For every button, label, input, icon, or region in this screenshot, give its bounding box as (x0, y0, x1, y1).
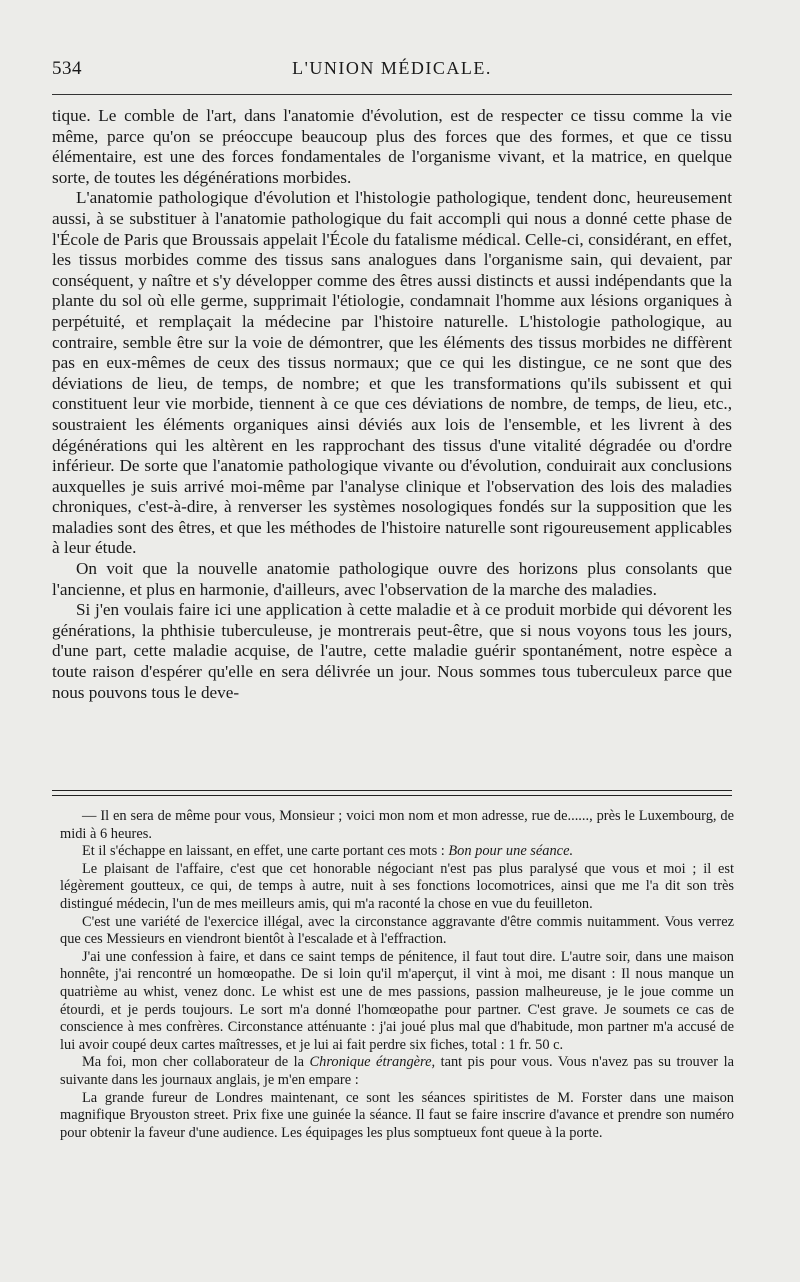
page-header (52, 58, 732, 84)
feuilleton-paragraph: C'est une variété de l'exercice illégal, avec la circonstance aggravante d'être commis nuitamment. Vous verrez que ces Messieurs en viendront bientôt à l'escalade et à l'effraction. (60, 913, 734, 948)
feuilleton-paragraph (60, 1054, 734, 1089)
feuilleton-paragraph (60, 843, 734, 861)
running-title: L'UNION MÉDICALE. (292, 58, 492, 78)
feuilleton-text (60, 808, 734, 1142)
paragraph-text: Et il s'échappe en laissant, en effet, une carte portant ces mots : (82, 843, 449, 860)
italic-text: Chronique étrangère, (309, 1054, 436, 1071)
feuilleton-separator (52, 790, 732, 796)
page-number: 534 (52, 58, 82, 79)
paragraph-text: tant pis pour vous. Vous n'avez pas su trouver la suivante dans les journaux anglais, je m'en empare : (60, 1054, 734, 1088)
main-paragraph: L'anatomie pathologique d'évolution et l'histologie pathologique, tendent donc, heureusement aussi, à se substituer à l'anatomie pathologique du fait accompli qui nous a donné cette phase de l'École de Paris que Broussais appelait l'École du fatalisme médical. Celle-ci, considérant, en effet, les tissus morbides comme des tissus sans analogues dans l'organisme sain, qui devaient, par conséquent, y naître et s'y développer comme des êtres aussi distincts et aussi indépendants que la plante du sol où elle germe, supprimait l'étiologie, condamnait l'homme aux lésions organiques à perpétuité, et remplaçait la médecine par l'histoire naturelle. L'histologie pathologique, au contraire, semble être sur la voie de démontrer, que les éléments des tissus morbides ne diffèrent pas en eux-mêmes de ceux des tissus normaux; que ce qui les distingue, ce ne sont que des déviations de lieu, de temps, de nombre; et que les transformations qu'ils subissent et qui constituent leur vie morbide, tiennent à ce que ces déviations de nombre, de temps, de lieu, etc., soustraient les éléments organiques ainsi déviés aux lois de l'ensemble, et les livrent à des dégénérations qui les altèrent en les rapprochant des tissus d'une vitalité dégradée ou d'ordre inférieur. De sorte que l'anatomie pathologique vivante ou d'évolution, conduirait aux conclusions auxquelles je suis arrivé moi-même par l'analyse clinique et l'observation des lois des maladies chroniques, c'est-à-dire, à renverser les systèmes nosologiques fondés sur la supposition que les maladies sont des êtres, et que les méthodes de l'histoire naturelle sont rigoureusement applicables à leur étude. (52, 188, 732, 558)
italic-text: Bon pour une séance. (448, 843, 574, 860)
feuilleton-paragraph: La grande fureur de Londres maintenant, ce sont les séances spiritistes de M. Forster dans une maison magnifique Bryouston street. Prix fixe une guinée la séance. Il faut se faire inscrire d'avance et prendre son numéro pour obtenir la faveur d'une audience. Les équipages les plus somptueux font queue à la porte. (60, 1089, 734, 1141)
main-paragraph: On voit que la nouvelle anatomie pathologique ouvre des horizons plus consolants que l'ancienne, et plus en harmonie, d'ailleurs, avec l'observation de la marche des maladies. (52, 559, 732, 599)
paragraph-text: Ma foi, mon cher collaborateur de la (82, 1054, 310, 1071)
main-paragraph: tique. Le comble de l'art, dans l'anatomie d'évolution, est de respecter ce tissu comme la vie même, parce qu'on se préoccupe beaucoup plus des forces que des formes, et que ce tissu élémentaire, est une des forces fondamentales de l'organisme vivant, et la matrice, en quelque sorte, de toutes les dégénérations morbides. (52, 106, 732, 187)
feuilleton-paragraph: Le plaisant de l'affaire, c'est que cet honorable négociant n'est pas plus paralysé que vous et moi ; il est légèrement goutteux, ce qui, de temps à autre, nuit à ses fonctions locomotrices, ainsi que me l'a dit son très distingué médecin, l'un de mes meilleurs amis, qui m'a raconté la chose en vue du feuilleton. (60, 860, 734, 912)
main-text (52, 106, 732, 703)
main-paragraph: Si j'en voulais faire ici une application à cette maladie et à ce produit morbide qui dévorent les générations, la phthisie tuberculeuse, je montrerais peut-être, que si nous voyons tous les jours, d'une part, cette maladie acquise, de l'autre, cette maladie guérir spontanément, notre espèce a toute raison d'espérer qu'elle en sera délivrée un jour. Nous sommes tous tuberculeux parce que nous pouvons tous le deve- (52, 600, 732, 702)
feuilleton-paragraph: — Il en sera de même pour vous, Monsieur ; voici mon nom et mon adresse, rue de......, près le Luxembourg, de midi à 6 heures. (60, 808, 734, 842)
header-rule (52, 94, 732, 95)
feuilleton-paragraph: J'ai une confession à faire, et dans ce saint temps de pénitence, il faut tout dire. L'autre soir, dans une maison honnête, j'ai rencontré un homœopathe. De si loin qu'il m'aperçut, il vint à moi, me disant : Il nous manque un quatrième au whist, venez donc. Le whist est une de mes passions, passion malheureuse, je le joue comme un étourdi, et je perds toujours. Le sort m'a donné l'homœopathe pour partner. C'est grave. Je soumets ce cas de conscience à mes confrères. Circonstance atténuante : j'ai joué plus mal que d'habitude, mon partner m'a accusé de lui avoir coupé deux cartes maîtresses, et je lui ai fait perdre six fiches, total : 1 fr. 50 c. (60, 948, 734, 1053)
